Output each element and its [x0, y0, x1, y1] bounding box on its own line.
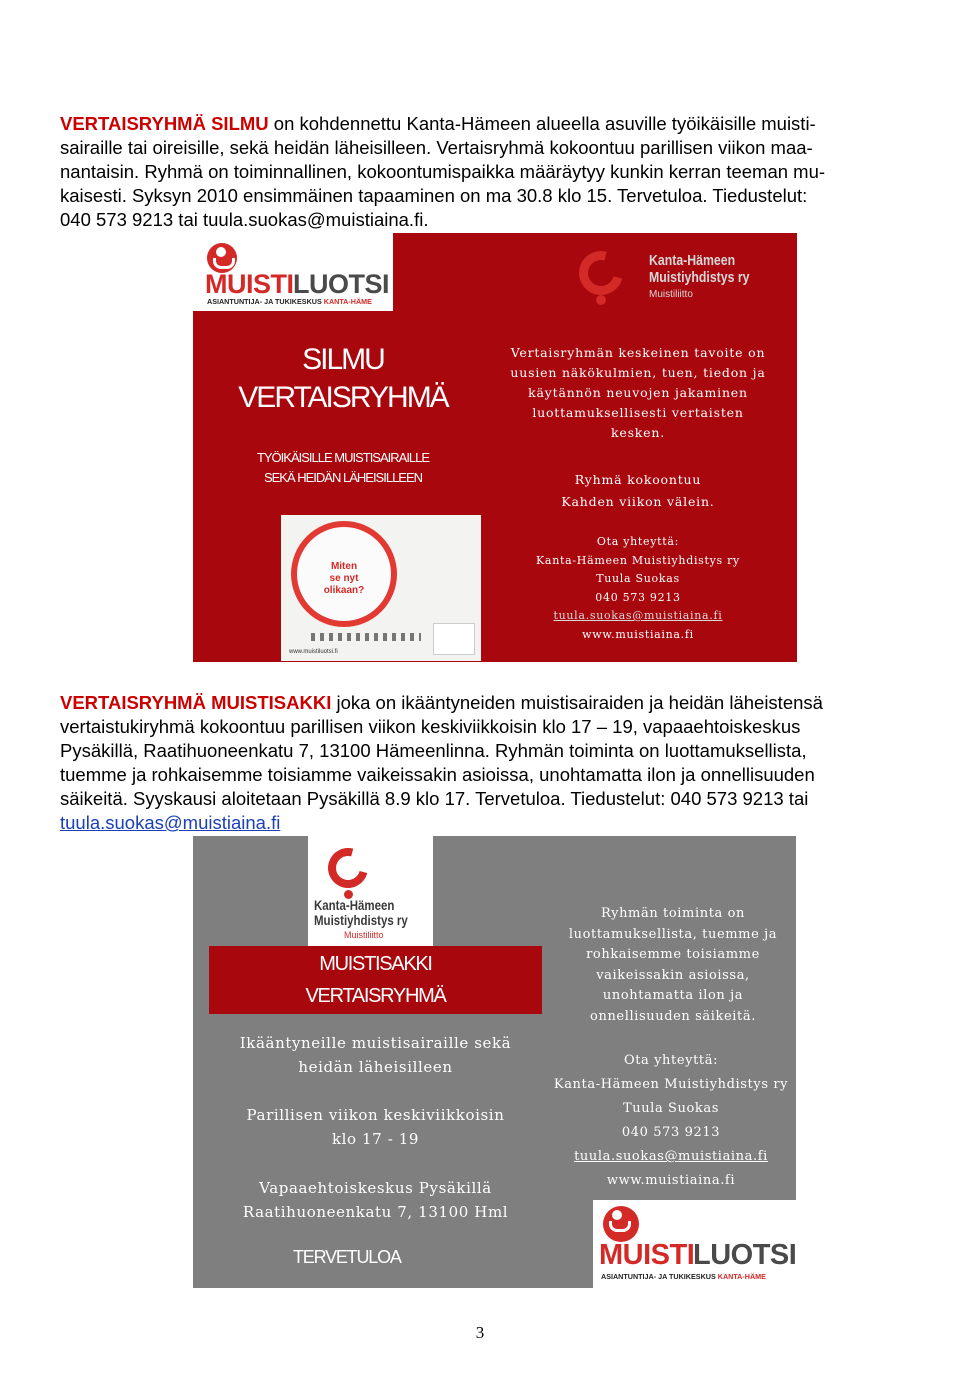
silmu-heading: VERTAISRYHMÄ SILMU	[60, 113, 269, 134]
silmu-meeting-text: Ryhmä kokoontuu Kahden viikon välein.	[561, 472, 715, 509]
silmu-paragraph	[60, 112, 926, 232]
muistiluotsi-logo-icon	[603, 1206, 639, 1242]
muistisakki-location: Vapaaehtoiskeskus Pysäkillä Raatihuoneenkatu 7, 13100 Hml	[242, 1179, 509, 1221]
muistiluotsi-logo: MUISTI LUOTSI ASIANTUNTIJA- JA TUKIKESKUS KANTA-HÄME	[193, 233, 393, 311]
para2-line-2: vertaistukiryhmä kokoontuu parillisen viikon keskiviikkoisin klo 17 – 19, vapaaehtoiskeskus	[60, 716, 801, 737]
muistisakki-title-box	[209, 946, 542, 1014]
muistisakki-title: MUISTISAKKI	[319, 953, 432, 975]
silmu-web-link[interactable]: www.muistiaina.fi	[582, 627, 694, 641]
muistisakki-title-vertaisryhma: VERTAISRYHMÄ	[305, 985, 446, 1007]
page-number: 3	[475, 1323, 485, 1342]
muistisakki-poster	[193, 836, 796, 1288]
silmu-contact-block: Ota yhteyttä: Kanta-Hämeen Muistiyhdistys ry Tuula Suokas 040 573 9213 tuula.suokas@muistiaina.fi www.muistiaina.fi	[483, 533, 793, 644]
silmu-poster	[193, 233, 797, 662]
para2-line-5: säikeitä. Syyskausi aloitetaan Pysäkillä 8.9 klo 17. Tervetuloa. Tiedustelut: 040 573 9213 tai	[60, 788, 809, 809]
tervetuloa-text: TERVETULOA	[293, 1247, 401, 1267]
email-link[interactable]: tuula.suokas@muistiaina.fi	[60, 812, 281, 833]
para2-line-1: VERTAISRYHMÄ MUISTISAKKI joka on ikääntyneiden muistisairaiden ja heidän läheistensä	[60, 692, 823, 713]
muistisakki-schedule: Parillisen viikon keskiviikkoisin klo 17 - 19	[246, 1106, 505, 1148]
para1-line-4: kaisesti. Syksyn 2010 ensimmäinen tapaaminen on ma 30.8 klo 15. Tervetuloa. Tiedustelut:	[60, 185, 808, 206]
silmu-title-vertaisryhma: VERTAISRYHMÄ	[238, 381, 448, 414]
silmu-email-link[interactable]: tuula.suokas@muistiaina.fi	[553, 609, 723, 622]
muistisakki-heading: VERTAISRYHMÄ MUISTISAKKI	[60, 692, 332, 713]
para2-line-4: tuemme ja rohkaisemme toisiamme vaikeissakin asioissa, unohtamatta ilon ja onnellisuuden	[60, 764, 815, 785]
kanta-hameen-muistiyhdistys-logo: Kanta-Hämeen Muistiyhdistys ry Muistiliitto	[308, 836, 433, 946]
silmu-goal-text: Vertaisryhmän keskeinen tavoite on uusien näkökulmien, tuen, tiedon ja käytännön neuvojen jakaminen luottamuksellisesti vertaisten kesken.	[510, 345, 766, 440]
kanta-hameen-muistiyhdistys-logo: Kanta-Hämeen Muistiyhdistys ry Muistiliitto	[579, 249, 793, 309]
muistisakki-description: Ryhmän toiminta on luottamuksellista, tuemme ja rohkaisemme toisiamme vaikeissakin asioissa, unohtamatta ilon ja onnellisuuden säikeitä.	[568, 906, 778, 1024]
muistisakki-email-link[interactable]: tuula.suokas@muistiaina.fi	[574, 1149, 768, 1164]
para1-line-2: sairaille tai oireisille, sekä heidän läheisilleen. Vertaisryhmä kokoontuu parillisen viikon maa-	[60, 137, 813, 158]
muistiyhdistys-logo-icon	[321, 841, 376, 896]
clock-icon: Miten se nyt olikaan?	[291, 521, 397, 627]
muistisakki-web-link[interactable]: www.muistiaina.fi	[606, 1173, 736, 1188]
muistiluotsi-logo: MUISTI LUOTSI ASIANTUNTIJA- JA TUKIKESKUS KANTA-HÄME	[593, 1200, 796, 1288]
muistisakki-paragraph	[60, 691, 926, 835]
silmu-title: SILMU	[302, 343, 384, 376]
para1-line-3: nantaisin. Ryhmä on toiminnallinen, kokoontumispaikka määräytyy kunkin kerran teeman mu-	[60, 161, 826, 182]
muistisakki-audience: Ikääntyneille muistisairaille sekä heidän läheisilleen	[239, 1034, 512, 1076]
brochure-card	[433, 623, 475, 655]
clock-photo: Miten se nyt olikaan? www.muistiluotsi.fi	[281, 515, 481, 661]
para1-line-1: VERTAISRYHMÄ SILMU on kohdennettu Kanta-Hämeen alueella asuville työikäisille muisti-	[60, 113, 816, 134]
silmu-subtitle: TYÖIKÄISILLE MUISTISAIRAILLE SEKÄ HEIDÄN LÄHEISILLEEN	[256, 450, 430, 485]
para1-line-5: 040 573 9213 tai tuula.suokas@muistiaina.fi.	[60, 209, 429, 230]
muistisakki-contact-block: Ota yhteyttä: Kanta-Hämeen Muistiyhdistys ry Tuula Suokas 040 573 9213 tuula.suokas@muistiaina.fi www.muistiaina.fi	[521, 1049, 821, 1193]
para2-line-3: Pysäkillä, Raatihuoneenkatu 7, 13100 Hämeenlinna. Ryhmän toiminta on luottamuksellista,	[60, 740, 807, 761]
